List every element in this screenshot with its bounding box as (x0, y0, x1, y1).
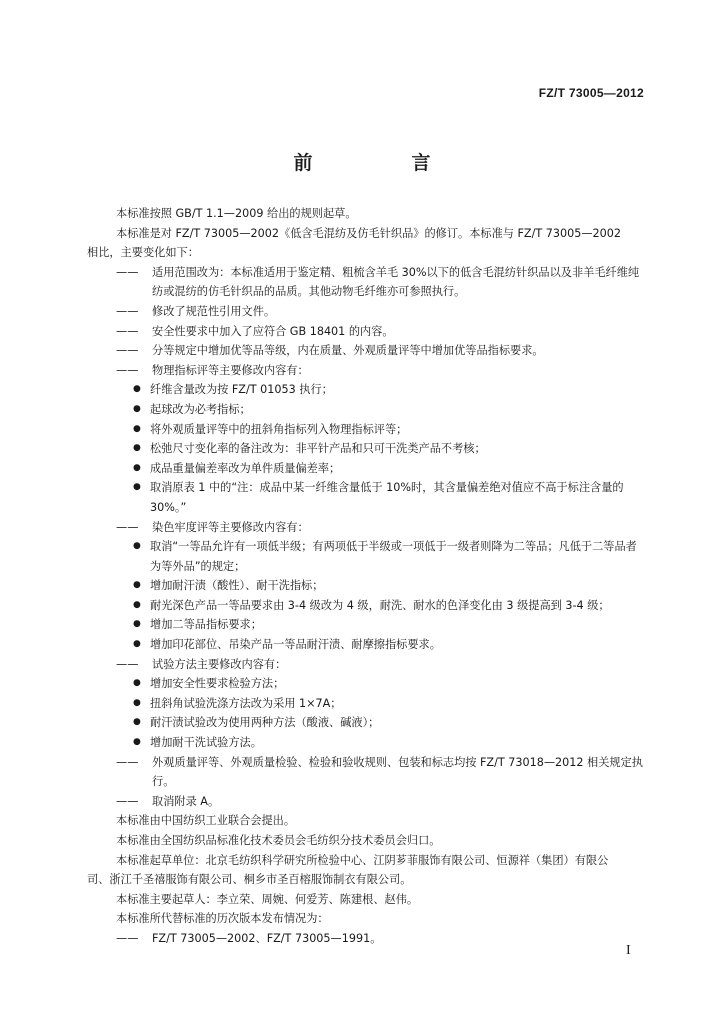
bullet-item: ● 纤维含量改为按 FZ/T 01053 执行； (116, 380, 646, 400)
bullet-item: ● 增加安全性要求检验方法； (116, 674, 646, 694)
bullet-item: ● 耐光深色产品一等品要求由 3-4 级改为 4 级，耐洗、耐水的色泽变化由 3 级提高到 3-4 级； (116, 596, 646, 616)
paragraph: 本标准由中国纺织工业联合会提出。 (116, 814, 296, 828)
paragraph: 本标准主要起草人：李立荣、周婉、何爱芳、陈建根、赵伟。 (116, 892, 419, 906)
bullet-item: ● 松弛尺寸变化率的备注改为：非平针产品和只可干洗类产品不考核； (116, 439, 646, 459)
bullet-item: ● 扭斜角试验洗涤方法改为采用 1×7A； (116, 694, 646, 714)
paragraph: 本标准由全国纺织品标准化技术委员会毛纺织分技术委员会归口。 (116, 834, 441, 847)
bullet-item: ● 增加耐汗渍（酸性）、耐干洗指标； (116, 576, 646, 596)
change-item: —— 试验方法主要修改内容有： (116, 655, 646, 675)
bullet-item: ● 取消原表 1 中的“注：成品中某一纤维含量低于 10%时，其含量偏差绝对值应不高于标注含量的 30%。” (116, 478, 646, 517)
change-item: —— 修改了规范性引用文件。 (116, 302, 646, 322)
change-item: —— 适用范围改为：本标准适用于鉴定精、粗梳含羊毛 30%以下的低含毛混纺针织品以及非羊毛纤维纯纺或混纺的仿毛针织品的品质。其他动物毛纤维亦可参照执行。 (116, 263, 646, 302)
bullet-item: ● 将外观质量评等中的扭斜角指标列入物理指标评等； (116, 420, 646, 440)
standard-code: FZ/T 73005—2012 (538, 86, 644, 100)
change-item: —— 安全性要求中加入了应符合 GB 18401 的内容。 (116, 322, 646, 342)
bullet-item: ● 取消“一等品允许有一项低半级；有两项低于半级或一项低于一级者则降为二等品；凡低于二等品者为等外品”的规定； (116, 537, 646, 576)
page-title: 前 言 (293, 152, 471, 174)
bullet-item: ● 增加二等品指标要求； (116, 615, 646, 635)
paragraph: 司、浙江千圣禧服饰有限公司、桐乡市圣百榕服饰制衣有限公司。 (87, 873, 412, 887)
bullet-item: ● 耐汗渍试验改为使用两种方法（酸液、碱液）； (116, 713, 646, 733)
bullet-item: ● 增加耐干洗试验方法。 (116, 733, 646, 753)
bullet-item: ● 增加印花部位、吊染产品一等品耐汗渍、耐摩擦指标要求。 (116, 635, 646, 655)
change-item: —— 物理指标评等主要修改内容有： (116, 361, 646, 381)
change-item: —— 取消附录 A。 (116, 792, 646, 812)
paragraph: 本标准按照 GB/T 1.1—2009 给出的规则起草。 (116, 207, 357, 220)
change-item: —— 分等规定中增加优等品等级，内在质量、外观质量评等中增加优等品指标要求。 (116, 341, 646, 361)
paragraph: 本标准起草单位：北京毛纺织科学研究所检验中心、江阴芗菲服饰有限公司、恒源祥（集团）有限公 (116, 853, 609, 867)
change-item: —— FZ/T 73005—2002、FZ/T 73005—1991。 (116, 929, 646, 949)
paragraph: 本标准所代替标准的历次版本发布情况为： (116, 912, 329, 926)
paragraph: 本标准是对 FZ/T 73005—2002《低含毛混纺及仿毛针织品》的修订。本标准与 FZ/T 73005—2002 (116, 226, 622, 240)
change-item: —— 染色牢度评等主要修改内容有： (116, 518, 646, 538)
bullet-item: ● 起球改为必考指标； (116, 400, 646, 420)
change-item: —— 外观质量评等、外观质量检验、检验和验收规则、包装和标志均按 FZ/T 73018—2012 相关规定执行。 (116, 753, 646, 792)
foreword-body (87, 204, 646, 949)
page-number: I (626, 943, 631, 958)
paragraph: 相比，主要变化如下： (87, 246, 199, 260)
bullet-item: ● 成品重量偏差率改为单件质量偏差率； (116, 459, 646, 479)
